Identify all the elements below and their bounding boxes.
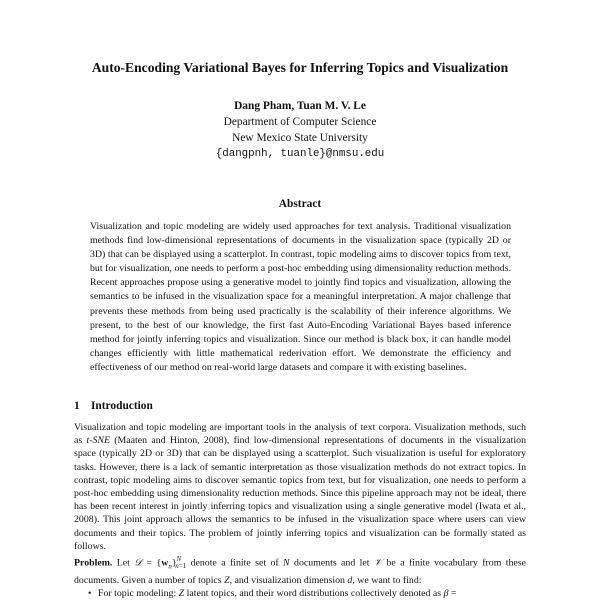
section-heading-introduction [74, 400, 153, 412]
department: Department of Computer Science [223, 116, 377, 128]
problem-statement: Problem. Let 𝒟 = $\{w_n\}^N_{n=1}$ denote a finite set of N documents and let 𝒱 be a finite vocabulary from these documents. Given a number of topics Z, and visualization dimension d, we want to find: [74, 555, 526, 586]
paper-title: Auto-Encoding Variational Bayes for Inferring Topics and Visualization [91, 60, 509, 75]
section-title: Introduction [91, 400, 153, 412]
author-block [0, 98, 600, 162]
tsne-term: t-SNE [86, 435, 110, 447]
author-email: {dangpnh, tuanle}@nmsu.edu [215, 148, 385, 160]
introduction-paragraph: Visualization and topic modeling are important tools in the analysis of text corpora. Visualization methods, such as t-SNE (Maaten and Hinton, 2008), find low-dimensional representations of documents in the visualization space (typically 2D or 3D) that can be displayed using a scatterplot. Such visualization is useful for exploratory tasks. However, there is a lack of semantic interpretation as those visualization methods do not extract topics. In contrast, topic modeling aims to discover semantic topics from text, but for visualization, one needs to perform a post-hoc embedding using dimensionality reduction methods. Since this pipeline approach may not be ideal, there has been recent interest in jointly inferring topics and visualization using a single generative model (Iwata et al., 2008). This joint approach allows the semantics to be infused in the visualization space where users can view documents and their topics. The problem of jointly inferring topics and visualization can be formally stated as follows. [74, 422, 526, 552]
author-names: Dang Pham, Tuan M. V. Le [234, 100, 366, 112]
section-number: 1 [74, 400, 80, 412]
abstract-text: Visualization and topic modeling are widely used approaches for text analysis. Traditional visualization methods find low-dimensional representations of documents in the visualization space (typically 2D or 3D) that can be displayed using a scatterplot. In contrast, topic modeling aims to discover topics from text, but for visualization, one needs to perform a post-hoc embedding using dimensionality reduction methods. Recent approaches propose using a generative model to jointly find topics and visualization, allowing the semantics to be infused in the visualization space for a meaningful interpretation. A major challenge that prevents these methods from being used practically is the scalability of their inference algorithms. We present, to the best of our knowledge, the first fast Auto-Encoding Variational Bayes based inference method for jointly inferring topics and visualization. Since our method is black box, it can handle model changes efficiently with little mathematical rederivation effort. We demonstrate the efficiency and effectiveness of our method on real-world large datasets and compare it with existing baselines. [90, 221, 511, 373]
introduction-body [74, 421, 526, 600]
abstract-body [90, 220, 511, 375]
problem-label: Problem. [74, 557, 113, 569]
bullet-topic-modeling: • For topic modeling: Z latent topics, and their word distributions collectively denoted as β = [88, 587, 457, 599]
abstract-heading: Abstract [278, 198, 322, 210]
university: New Mexico State University [232, 132, 368, 144]
